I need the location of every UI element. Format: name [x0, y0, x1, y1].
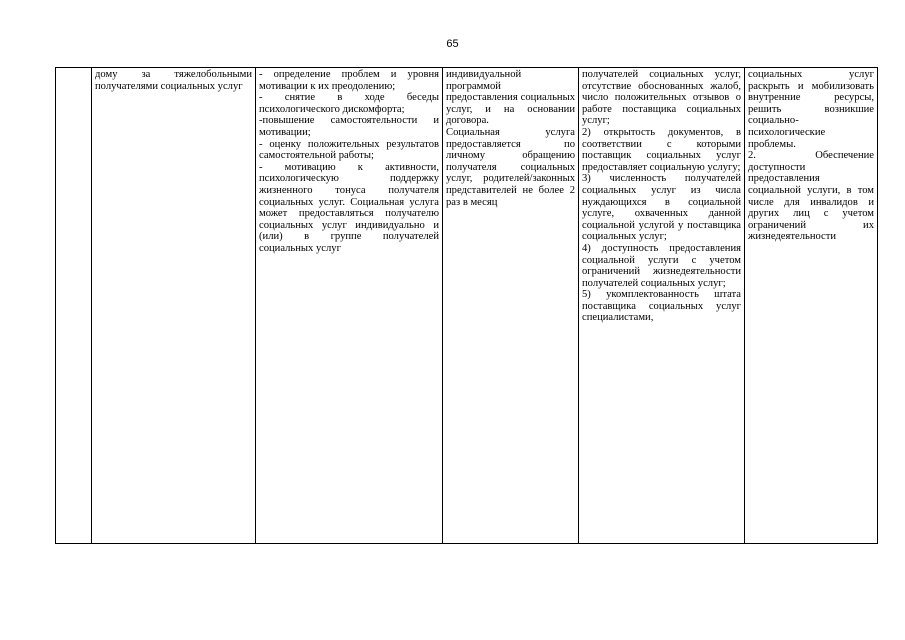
- table-cell-number: [56, 68, 92, 544]
- cell-terms-text: индивидуальной программой предоставления социальных услуг, и на основании договора. Социальная услуга предоставляется по личному обращению получателя социальных услуг, родителей/законных представителей не более 2 раз в месяц: [446, 69, 575, 208]
- cell-conditions-text: социальных услуг раскрыть и мобилизовать внутренние ресурсы, решить возникшие социально-психологические проблемы. 2. Обеспечение доступности предоставления социальной услуги, в том числе для инвалидов и других лиц с учетом ограничений их жизнедеятельности: [748, 69, 874, 243]
- page-number: 65: [446, 38, 459, 50]
- cell-quality-indicators-text: получателей социальных услуг, отсутствие обоснованных жалоб, число положительных отзывов о работе поставщика социальных услуг; 2) открытость документов, в соответствии с которыми поставщик социальных услуг предоставляет социальную услугу; 3) численность получателей социальных услуг из числа нуждающихся в социальной услуге, охваченных данной социальной услугой у поставщика социальных услуг; 4) доступность предоставления социальной услуги с учетом ограничений жизнедеятельности получателей социальных услуг; 5) укомплектованность штата поставщика социальных услуг специалистами,: [582, 69, 741, 324]
- table-cell-service-name: [92, 68, 256, 544]
- cell-description-text: - определение проблем и уровня мотивации к их преодолению; - снятие в ходе беседы психологического дискомфорта; -повышение самостоятельности и мотивации; - оценку положительных результатов самостоятельной работы; - мотивацию к активности, психологическую поддержку жизненного тонуса получателя социальных услуг. Социальная услуга может предоставляться получателю социальных услуг индивидуально и (или) в группе получателей социальных услуг: [259, 69, 439, 254]
- table-row: [56, 68, 878, 544]
- cell-service-name-text: дому за тяжелобольными получателями социальных услуг: [95, 69, 252, 92]
- table-cell-terms: [443, 68, 579, 544]
- table-cell-description: [256, 68, 443, 544]
- services-table: [55, 67, 878, 544]
- table-cell-quality-indicators: [579, 68, 745, 544]
- table-cell-conditions: [745, 68, 878, 544]
